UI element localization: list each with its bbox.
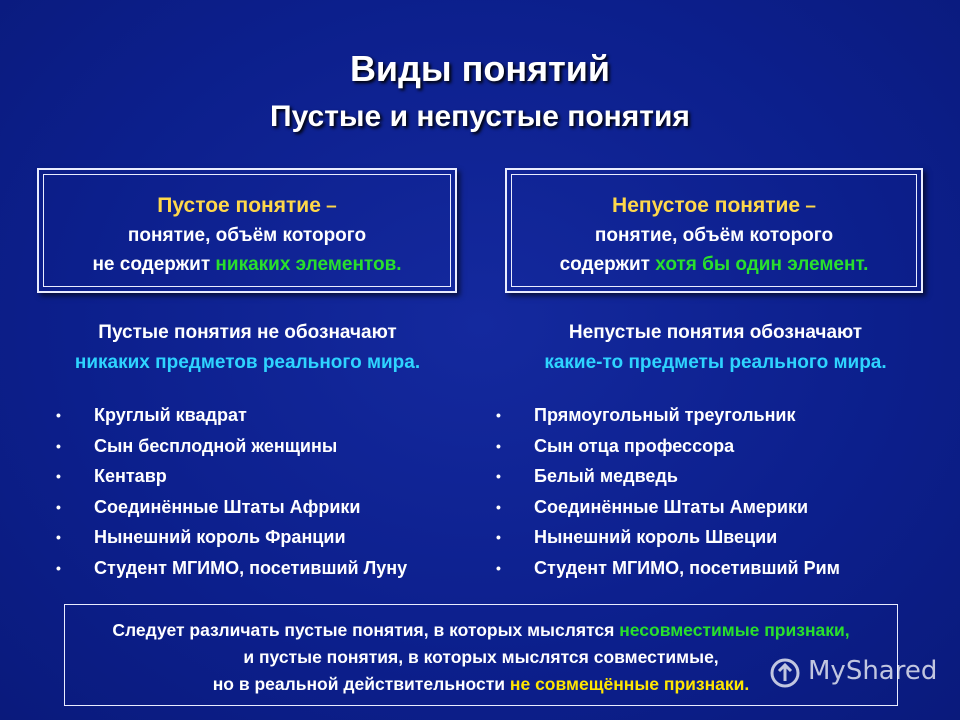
list-item-text: Соединённые Штаты Америки (534, 496, 809, 517)
bullet-icon: • (56, 559, 61, 576)
slide-subtitle: Пустые и непустые понятия (270, 100, 690, 133)
nonempty-concept-def-line2-start: содержит (559, 254, 656, 275)
bullet-icon: • (496, 437, 501, 454)
nonempty-concept-def-line2 (507, 250, 921, 279)
nonempty-concept-note-line1: Непустые понятия обозначают (568, 322, 863, 343)
list-item-text: Круглый квадрат (94, 405, 247, 425)
empty-concept-term: Пустое понятие (157, 194, 321, 217)
list-item-text: Соединённые Штаты Африки (94, 496, 361, 517)
list-item-text: Студент МГИМО, посетивший Рим (534, 557, 840, 578)
bullet-icon: • (56, 498, 61, 515)
nonempty-concept-term: Непустое понятие (612, 194, 801, 217)
list-item (56, 461, 476, 492)
bullet-icon: • (496, 498, 501, 515)
list-item-text: Белый медведь (534, 466, 678, 487)
list-item (56, 400, 476, 431)
list-item (56, 431, 476, 462)
conclusion-line1 (65, 617, 897, 644)
list-item (496, 431, 916, 462)
conclusion-highlight-not-combined: не совмещённые признаки. (509, 674, 750, 694)
nonempty-concept-definition-box (505, 168, 923, 293)
myshared-logo-icon (770, 658, 800, 688)
empty-concept-examples-list (56, 400, 476, 584)
list-item-text: Нынешний король Франции (94, 527, 346, 548)
bullet-icon: • (56, 437, 61, 454)
empty-concept-note-line2: никаких предметов реального мира. (74, 352, 421, 373)
conclusion-part4: но в реальной действительности (212, 674, 510, 694)
bullet-icon: • (496, 407, 501, 423)
list-item (56, 522, 476, 553)
empty-concept-note (20, 318, 475, 378)
conclusion-part1: Следует различать пустые понятия, в которых мыслятся (112, 620, 620, 640)
empty-concept-def-line2-start: не содержит (92, 254, 216, 275)
list-item-text: Сын отца профессора (534, 435, 735, 456)
bullet-icon: • (496, 559, 501, 576)
list-item (496, 492, 916, 523)
list-item (496, 400, 916, 431)
nonempty-concept-examples-list (496, 400, 916, 584)
empty-concept-definition-box (37, 168, 457, 293)
empty-concept-note-line1: Пустые понятия не обозначают (98, 322, 397, 343)
watermark-text: MyShared (808, 656, 938, 686)
list-item-text: Прямоугольный треугольник (534, 405, 796, 425)
empty-concept-def-line1: понятие, объём которого (127, 225, 367, 246)
nonempty-concept-def-line1: понятие, объём которого (594, 225, 834, 246)
bullet-icon: • (496, 529, 501, 546)
list-item (56, 492, 476, 523)
empty-concept-def-highlight: никаких элементов. (215, 254, 402, 275)
empty-concept-def-line2 (39, 250, 455, 279)
nonempty-concept-note (488, 318, 943, 378)
empty-concept-term-line (39, 191, 455, 221)
bullet-icon: • (56, 468, 61, 485)
list-item-text: Сын бесплодной женщины (94, 435, 338, 456)
slide-title: Виды понятий (349, 48, 611, 89)
list-item (496, 522, 916, 553)
list-item (496, 461, 916, 492)
empty-concept-dash: – (326, 196, 337, 217)
nonempty-concept-note-line2: какие-то предметы реального мира. (544, 352, 887, 373)
myshared-watermark (770, 656, 950, 692)
list-item (496, 553, 916, 584)
list-item-text: Студент МГИМО, посетивший Луну (94, 557, 408, 578)
bullet-icon: • (56, 529, 61, 546)
list-item-text: Нынешний король Швеции (534, 527, 778, 548)
conclusion-part3: и пустые понятия, в которых мыслятся совместимые, (243, 647, 719, 667)
nonempty-concept-dash: – (805, 196, 816, 217)
list-item-text: Кентавр (94, 466, 167, 487)
bullet-icon: • (56, 407, 61, 423)
list-item (56, 553, 476, 584)
conclusion-highlight-incompatible: несовместимые признаки, (619, 620, 850, 640)
bullet-icon: • (496, 468, 501, 485)
nonempty-concept-def-highlight: хотя бы один элемент. (655, 254, 869, 275)
nonempty-concept-term-line (507, 191, 921, 221)
